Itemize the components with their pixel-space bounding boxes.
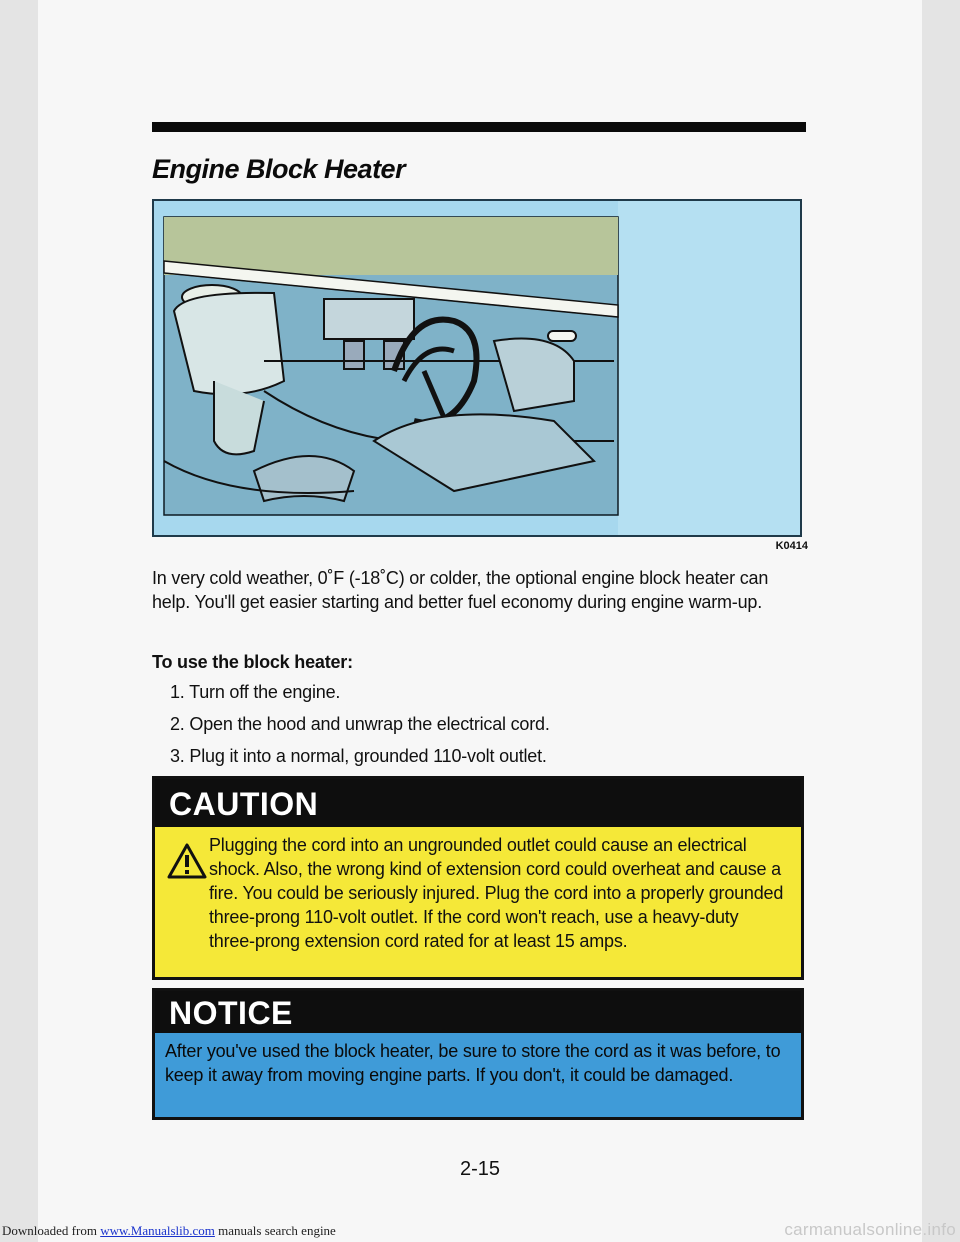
download-prefix: Downloaded from [2, 1223, 101, 1238]
instructions-subhead: To use the block heater: [152, 652, 353, 672]
header-rule [152, 122, 806, 132]
figure-code: K0414 [775, 540, 808, 552]
notice-box [152, 988, 804, 1120]
page-title: Engine Block Heater [152, 154, 406, 184]
caution-text: Plugging the cord into an ungrounded outlet could cause an electrical shock. Also, the wrong kind of extension cord could overheat and cause a fire. You could be seriously injured. Plug the cord into a properly grounded three-prong 110-volt outlet. If the cord won't reach, use a heavy-duty three-prong extension cord rated for at least 15 amps. [209, 835, 784, 951]
download-banner [2, 1223, 336, 1239]
page-number: 2-15 [459, 1158, 501, 1180]
download-suffix: manuals search engine [214, 1223, 336, 1238]
notice-text: After you've used the block heater, be sure to store the cord as it was before, to keep it away from moving engine parts. If you don't, it could be damaged. [165, 1041, 781, 1085]
step-item: 2. Open the hood and unwrap the electrical cord. [170, 714, 550, 734]
engine-illustration [152, 199, 802, 537]
caution-header [155, 779, 801, 827]
caution-box [152, 776, 804, 980]
step-item: 3. Plug it into a normal, grounded 110-volt outlet. [170, 746, 547, 766]
engine-drawing [154, 201, 800, 535]
intro-paragraph: In very cold weather, 0˚F (-18˚C) or colder, the optional engine block heater can help. You'll get easier starting and better fuel economy during engine warm-up. [152, 568, 769, 612]
notice-header [155, 991, 801, 1033]
notice-title: NOTICE [169, 995, 293, 1031]
step-item: 1. Turn off the engine. [170, 682, 341, 702]
warning-triangle-icon [167, 843, 207, 879]
caution-title: CAUTION [169, 786, 319, 822]
steps-list [170, 680, 550, 776]
watermark: carmanualsonline.info [784, 1220, 956, 1239]
manualslib-link[interactable]: www.Manualslib.com [100, 1223, 215, 1238]
